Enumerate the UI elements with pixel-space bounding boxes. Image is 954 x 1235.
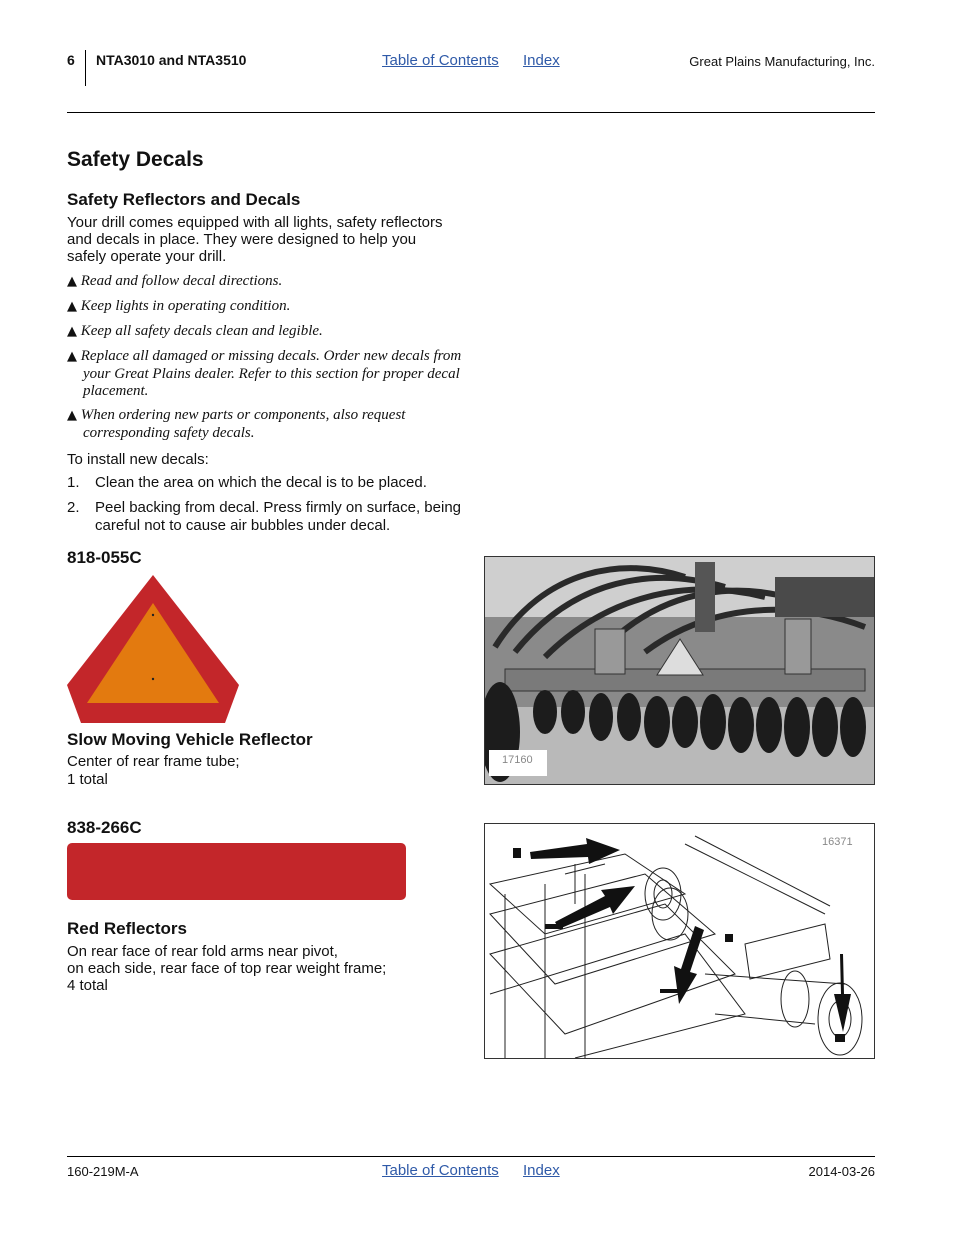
bullet-item: ▲ Keep lights in operating condition. [67,298,291,314]
decal-name: Red Reflectors [67,919,187,938]
company-name: Great Plains Manufacturing, Inc. [689,54,875,69]
section-title: Safety Decals [67,148,204,171]
document-title: NTA3010 and NTA3510 [96,52,247,68]
footer-toc-link[interactable]: Table of Contents [382,1162,499,1179]
step-item: 2. Peel backing from decal. Press firmly on surface, being careful not to cause air bubbles under decal. [67,499,461,534]
decal-location: Center of rear frame tube; [67,753,240,770]
page-number: 6 [67,52,75,68]
drill-rear-photo [484,556,875,785]
footer-index-link[interactable]: Index [523,1162,560,1179]
figure-id: 16371 [822,836,853,848]
decal-count: 4 total [67,977,108,994]
decal-location: On rear face of rear fold arms near pivot, [67,943,338,960]
header-toc-link[interactable]: Table of Contents [382,52,499,69]
decal-part-number: 818-055C [67,548,142,567]
decal-count: 1 total [67,771,108,788]
smv-triangle-icon [67,575,239,723]
bullet-item: ▲ Read and follow decal directions. [67,273,283,289]
publication-date: 2014-03-26 [808,1164,875,1179]
figure-id: 17160 [502,754,533,766]
header-index-link[interactable]: Index [523,52,560,69]
decal-name: Slow Moving Vehicle Reflector [67,730,313,749]
red-reflector-icon [67,843,406,900]
footer-rule [67,1156,875,1157]
header-rule [67,112,875,113]
header-divider [85,50,86,86]
decal-location: on each side, rear face of top rear weight frame; [67,960,387,977]
decal-part-number: 838-266C [67,818,142,837]
document-number: 160-219M-A [67,1164,139,1179]
bullet-item: ▲ Replace all damaged or missing decals. Order new decals from your Great Plains dealer. Refer to this section for proper decal placement. [67,348,462,399]
step-item: 1. Clean the area on which the decal is to be placed. [67,474,427,491]
reflector-location-diagram [484,823,875,1059]
intro-paragraph: Your drill comes equipped with all lights, safety reflectors and decals in place. They were designed to help you safely operate your drill. [67,214,443,265]
install-intro: To install new decals: [67,451,209,468]
bullet-item: ▲ When ordering new parts or components, also request corresponding safety decals. [67,407,406,441]
subsection-title: Safety Reflectors and Decals [67,190,301,209]
bullet-item: ▲ Keep all safety decals clean and legible. [67,323,323,339]
